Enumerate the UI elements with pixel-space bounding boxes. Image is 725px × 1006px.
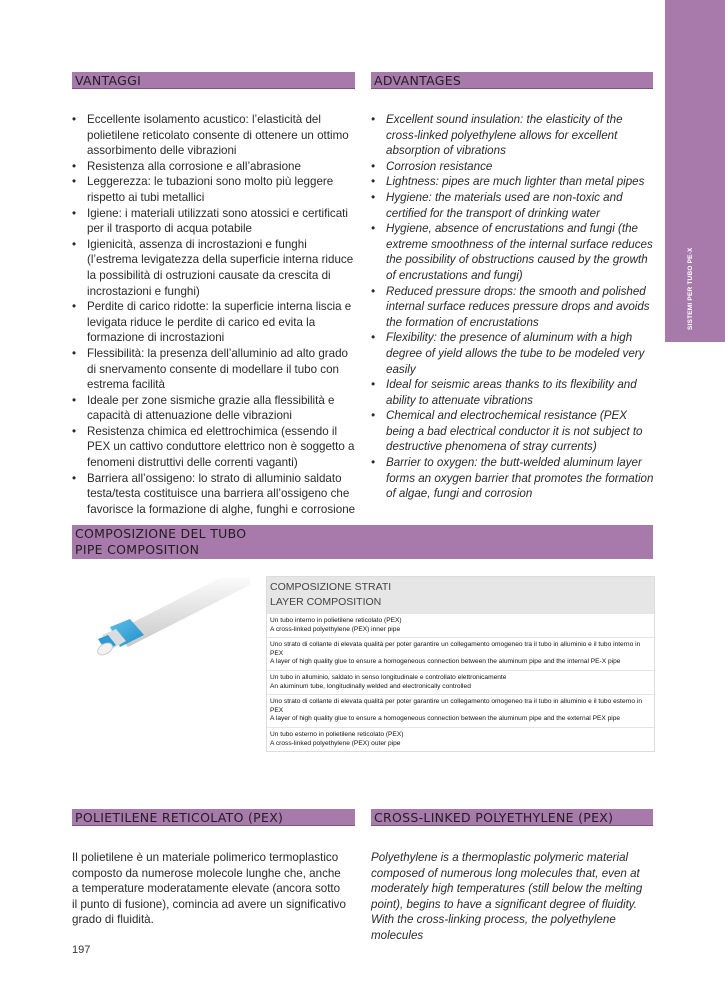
composition-header: [72, 525, 653, 559]
section-side-tab: [665, 0, 725, 342]
pex-paragraph-en: Polyethylene is a thermoplastic polymeric material composed of numerous long molecules that, even at moderately high temperatures (still below the melting point), begins to have a significant degree of fluidity. With the cross-linking process, the polyethylene molecules: [371, 851, 643, 942]
list-item: • Hygiene: the materials used are non-toxic and certified for the transport of drinking water: [371, 190, 654, 221]
list-item: • Barrier to oxygen: the butt-welded aluminum layer forms an oxygen barrier that promotes the formation of algae, fungi and corrosion: [371, 455, 654, 502]
row-text-it: Un tubo in alluminio, saldato in senso longitudinale e controllato elettronicamente: [270, 673, 507, 681]
table-row: [267, 613, 654, 637]
list-item: • Reduced pressure drops: the smooth and polished internal surface reduces pressure drops and avoids the formation of encrustations: [371, 284, 654, 331]
row-text-en: A layer of high quality glue to ensure a homogeneous connection between the aluminum pipe and the internal PE-X pipe: [270, 658, 621, 666]
list-item: • Corrosion resistance: [371, 159, 654, 175]
composition-header-it: COMPOSIZIONE DEL TUBO: [75, 526, 247, 541]
list-item: • Leggerezza: le tubazioni sono molto più leggere rispetto ai tubi metallici: [72, 174, 357, 205]
table-row: [267, 637, 654, 670]
table-header-en: LAYER COMPOSITION: [270, 596, 382, 608]
pipe-cross-section-image: [72, 577, 252, 667]
pex-paragraph-it: Il polietilene è un materiale polimerico termoplastico composto da numerose molecole lunghe che, anche a temperature moderatamente elevate (ancora sotto il punto di fusione), comincia ad avere un significativo grado di fluidità.: [72, 851, 346, 927]
list-item: • Barriera all’ossigeno: lo strato di alluminio saldato testa/testa costituisce una barriera all’ossigeno che favorisce la formazione di alghe, funghi e corrosione: [72, 471, 357, 518]
table-row: [267, 727, 654, 751]
row-text-en: A cross-linked polyethylene (PEX) outer pipe: [270, 739, 401, 747]
table-header: [267, 577, 654, 613]
list-item: • Resistenza alla corrosione e all’abrasione: [72, 159, 357, 175]
side-tab-label: SISTEMI PER TUBO PE-X: [687, 247, 694, 330]
list-item: • Excellent sound insulation: the elasticity of the cross-linked polyethylene allows for excellent absorption of vibrations: [371, 112, 654, 159]
row-text-en: A layer of high quality glue to ensure a homogeneous connection between the aluminum pipe and the external PEX pipe: [270, 715, 621, 723]
vantaggi-list: [72, 112, 357, 517]
list-item: • Lightness: pipes are much lighter than metal pipes: [371, 174, 654, 190]
list-item: • Flexibility: the presence of aluminum with a high degree of yield allows the tube to be modeled very easily: [371, 330, 654, 377]
list-item: • Eccellente isolamento acustico: l’elasticità del polietilene reticolato consente di ottenere un ottimo assorbimento delle vibrazioni: [72, 112, 357, 159]
pex-header-it: POLIETILENE RETICOLATO (PEX): [72, 809, 355, 826]
row-text-it: Un tubo esterno in polietilene reticolato (PEX): [270, 730, 404, 738]
vantaggi-header: VANTAGGI: [72, 72, 355, 89]
layer-composition-table: [266, 576, 655, 752]
composition-header-en: PIPE COMPOSITION: [75, 542, 200, 557]
row-text-it: Un tubo interno in polietilene reticolato (PEX): [270, 617, 402, 624]
advantages-header: ADVANTAGES: [371, 72, 653, 89]
list-item: • Igienicità, assenza di incrostazioni e funghi (l’estrema levigatezza della superficie interna riduce la possibilità di ostruzioni causate da crescita di incrostazioni e funghi): [72, 237, 357, 299]
list-item: • Chemical and electrochemical resistance (PEX being a bad electrical conductor it is not subject to destructive phenomena of stray currents): [371, 408, 654, 455]
list-item: • Hygiene, absence of encrustations and fungi (the extreme smoothness of the internal surface reduces the possibility of obstructions caused by the growth of encrustations and fungi): [371, 221, 654, 283]
list-item: • Ideal for seismic areas thanks to its flexibility and ability to attenuate vibrations: [371, 377, 654, 408]
table-row: [267, 694, 654, 727]
table-row: [267, 670, 654, 694]
list-item: • Flessibilità: la presenza dell’alluminio ad alto grado di snervamento consente di modellare il tubo con estrema facilità: [72, 346, 357, 393]
list-item: • Resistenza chimica ed elettrochimica (essendo il PEX un cattivo conduttore elettrico non è soggetto a fenomeni distruttivi delle correnti vaganti): [72, 424, 357, 471]
table-header-it: COMPOSIZIONE STRATI: [270, 581, 392, 593]
list-item: • Ideale per zone sismiche grazie alla flessibilità e capacità di attenuazione delle vibrazioni: [72, 393, 357, 424]
list-item: • Igiene: i materiali utilizzati sono atossici e certificati per il trasporto di acqua potabile: [72, 206, 357, 237]
row-text-en: An aluminum tube, longitudinally welded and electronically controlled: [270, 682, 471, 690]
row-text-it: Uno strato di collante di elevata qualità per poter garantire un collegamento omogeneo tra il tubo in alluminio e il tubo esterno in PEX: [270, 698, 643, 714]
pex-header-en: CROSS-LINKED POLYETHYLENE (PEX): [371, 809, 653, 826]
page-number: 197: [72, 944, 91, 956]
list-item: • Perdite di carico ridotte: la superficie interna liscia e levigata riduce le perdite di carico ed evita la formazione di incrostazioni: [72, 299, 357, 346]
advantages-list: [371, 112, 654, 502]
row-text-en: A cross-linked polyethylene (PEX) inner pipe: [270, 625, 401, 633]
row-text-it: Uno strato di collante di elevata qualità per poter garantire un collegamento omogeneo tra il tubo in alluminio e il tubo interno in PEX: [270, 641, 641, 657]
